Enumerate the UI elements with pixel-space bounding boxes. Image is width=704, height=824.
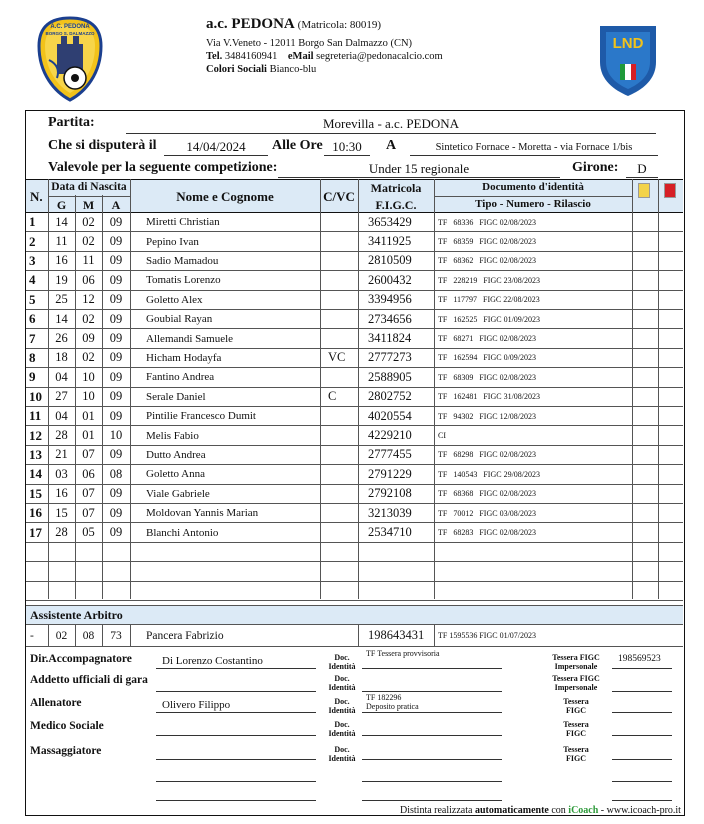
col-figc: F.I.G.C.: [375, 198, 417, 212]
player-dob-g: 25: [55, 292, 68, 307]
club-contacts: [206, 50, 443, 64]
player-number: 13: [29, 446, 42, 462]
player-row: [26, 523, 683, 542]
dir-doc-label: Doc. Identità: [328, 653, 356, 671]
player-row: [26, 426, 683, 445]
player-dob-a: 09: [109, 447, 123, 462]
player-name: Goubial Rayan: [146, 313, 213, 326]
competition-value: Under 15 regionale: [368, 161, 470, 176]
player-dob-a: 09: [109, 234, 123, 249]
player-name: Miretti Christian: [146, 216, 220, 229]
player-document: TF 68362 FIGC 02/08/2023: [438, 256, 537, 266]
player-matricola: 4229210: [368, 428, 412, 443]
player-row: [26, 368, 683, 387]
yellow-card-icon: [638, 183, 650, 198]
player-number: 1: [29, 214, 36, 230]
lnd-logo-text: LND: [612, 35, 644, 52]
player-dob-m: 06: [82, 272, 95, 287]
col-g: G: [56, 198, 67, 212]
player-dob-m: 09: [82, 331, 95, 346]
player-name: Dutto Andrea: [146, 448, 206, 461]
tel-value: 3484160941: [224, 51, 278, 62]
girone-label: Girone:: [572, 160, 619, 175]
col-doc-sub: Tipo - Numero - Rilascio: [475, 198, 591, 210]
player-name: Tomatis Lorenzo: [146, 274, 221, 287]
player-matricola: 2600432: [368, 272, 412, 287]
player-dob-g: 16: [55, 253, 68, 268]
ore-label: Alle Ore: [272, 138, 323, 153]
player-name: Moldovan Yannis Marian: [146, 507, 259, 520]
player-dob-g: 28: [55, 428, 68, 443]
partita-label: Partita:: [48, 115, 95, 130]
player-dob-g: 14: [55, 214, 68, 229]
player-document: TF 68336 FIGC 02/08/2023: [438, 217, 537, 227]
player-dob-m: 10: [82, 389, 95, 404]
player-matricola: 4020554: [368, 408, 412, 423]
player-number: 15: [29, 485, 42, 501]
player-dob-m: 11: [82, 253, 95, 268]
red-card-icon: [664, 183, 676, 198]
distinta-form: [25, 110, 685, 816]
player-dob-g: 11: [55, 234, 68, 249]
player-dob-m: 07: [82, 505, 95, 520]
player-number: 11: [29, 408, 42, 424]
player-document: TF 162481 FIGC 31/08/2023: [438, 392, 541, 402]
player-dob-m: 02: [82, 311, 95, 326]
player-number: 10: [29, 388, 42, 404]
assistant-a: 73: [110, 629, 122, 642]
pedona-logo-text-bottom: BORGO S. DALMAZZO: [45, 31, 95, 36]
colors-label: Colori Sociali: [206, 64, 267, 75]
player-row: [26, 485, 683, 504]
player-dob-m: 10: [82, 369, 95, 384]
player-dob-a: 10: [109, 428, 123, 443]
player-number: 4: [29, 272, 36, 288]
player-document: TF 162594 FIGC 0/09/2023: [438, 353, 537, 363]
allenatore-doc-value-1: TF 182296: [366, 693, 402, 702]
player-dob-m: 02: [82, 234, 95, 249]
player-row: [26, 446, 683, 465]
player-row: [26, 252, 683, 271]
player-dob-m: 07: [82, 486, 95, 501]
player-matricola: 3394956: [368, 292, 412, 307]
player-matricola: 2534710: [368, 525, 412, 540]
player-dob-m: 02: [82, 350, 95, 365]
player-dob-g: 18: [55, 350, 68, 365]
girone-value: D: [637, 161, 647, 176]
empty-row: [26, 562, 683, 581]
tel-label: Tel.: [206, 51, 223, 62]
player-row: [26, 407, 683, 426]
allenatore-doc-value-2: Deposito pratica: [366, 702, 419, 711]
assistant-doc: TF 1595536 FIGC 01/07/2023: [438, 631, 537, 640]
medico-label: Medico Sociale: [30, 720, 104, 732]
player-dob-a: 09: [109, 350, 123, 365]
players-table-header: [26, 179, 683, 213]
player-dob-a: 09: [109, 253, 123, 268]
club-name: a.c. PEDONA: [206, 16, 294, 32]
player-matricola: 2792108: [368, 486, 412, 501]
player-cvc: C: [328, 389, 337, 404]
player-dob-g: 04: [55, 408, 68, 423]
massaggiatore-tessera-label: Tessera FIGC: [563, 745, 589, 763]
player-dob-g: 14: [55, 311, 68, 326]
player-dob-g: 26: [55, 331, 68, 346]
player-document: TF 94302 FIGC 12/08/2023: [438, 411, 537, 421]
dir-doc-value: TF Tessera provvisoria: [366, 649, 440, 658]
player-row: [26, 388, 683, 407]
player-row: [26, 465, 683, 484]
col-a: A: [111, 198, 121, 212]
player-dob-g: 27: [55, 389, 68, 404]
player-dob-g: 03: [55, 466, 68, 481]
col-doc: Documento d'identità: [482, 181, 584, 193]
col-dob: Data di Nascita: [51, 181, 127, 193]
player-row: [26, 213, 683, 232]
player-dob-a: 09: [109, 331, 123, 346]
player-dob-a: 09: [109, 408, 123, 423]
player-row: [26, 291, 683, 310]
player-dob-m: 06: [82, 466, 95, 481]
partita-value: Morevilla - a.c. PEDONA: [322, 116, 460, 131]
col-name: Nome e Cognome: [176, 189, 274, 204]
assistant-matricola: 198643431: [368, 628, 425, 642]
player-row: [26, 232, 683, 251]
empty-row: [26, 582, 683, 601]
player-row: [26, 504, 683, 523]
massaggiatore-doc-label: Doc. Identità: [328, 745, 356, 763]
allenatore-name: Olivero Filippo: [162, 699, 231, 711]
club-matricola: (Matricola: 80019): [297, 19, 382, 31]
player-dob-m: 01: [82, 428, 95, 443]
player-matricola: 3411824: [368, 331, 412, 346]
club-title: [206, 16, 381, 33]
player-number: 17: [29, 524, 42, 540]
player-row: [26, 329, 683, 348]
player-dob-g: 16: [55, 486, 68, 501]
player-number: 12: [29, 427, 42, 443]
allenatore-tessera-label: Tessera FIGC: [563, 697, 589, 715]
assistant-row: [26, 625, 683, 647]
player-dob-m: 02: [82, 214, 95, 229]
player-name: Fantino Andrea: [146, 371, 215, 384]
player-number: 9: [29, 369, 36, 385]
player-row: [26, 310, 683, 329]
player-dob-a: 08: [109, 466, 123, 481]
player-matricola: 2777455: [368, 447, 412, 462]
dir-tessera-value: 198569523: [618, 654, 661, 664]
player-dob-a: 09: [109, 486, 123, 501]
col-cvc: C/VC: [323, 189, 355, 204]
player-dob-a: 09: [109, 505, 123, 520]
player-dob-a: 09: [109, 311, 123, 326]
match-time: 10:30: [332, 139, 362, 154]
player-name: Sadio Mamadou: [146, 254, 219, 267]
empty-row: [26, 543, 683, 562]
assistant-n: -: [30, 629, 34, 642]
addetto-label: Addetto ufficiali di gara: [30, 674, 148, 686]
player-dob-a: 09: [109, 369, 123, 384]
player-document: TF 68368 FIGC 02/08/2023: [438, 489, 537, 499]
player-number: 2: [29, 233, 36, 249]
player-matricola: 2588905: [368, 369, 412, 384]
player-matricola: 2802752: [368, 389, 412, 404]
player-name: Hicham Hodayfa: [146, 351, 222, 364]
email-label: eMail: [287, 51, 314, 62]
player-document: TF 68359 FIGC 02/08/2023: [438, 237, 537, 247]
match-date: 14/04/2024: [186, 139, 246, 154]
player-name: Melis Fabio: [146, 429, 199, 442]
medico-doc-label: Doc. Identità: [328, 720, 356, 738]
player-name: Viale Gabriele: [146, 487, 210, 500]
player-number: 3: [29, 252, 36, 268]
player-matricola: 2810509: [368, 253, 412, 268]
player-dob-m: 07: [82, 447, 95, 462]
player-name: Blanchi Antonio: [146, 526, 219, 539]
player-number: 7: [29, 330, 36, 346]
assistant-m: 08: [82, 629, 95, 642]
lnd-logo: [594, 22, 662, 98]
allenatore-label: Allenatore: [30, 697, 82, 709]
email-value: segreteria@pedonacalcio.com: [316, 51, 443, 62]
player-number: 6: [29, 311, 36, 327]
assistente-section: Assistente Arbitro: [26, 605, 683, 625]
assistant-name: Pancera Fabrizio: [146, 629, 224, 642]
player-dob-g: 15: [55, 505, 68, 520]
player-dob-a: 09: [109, 214, 123, 229]
player-matricola: 2777273: [368, 350, 412, 365]
match-venue: Sintetico Fornace - Moretta - via Fornace 1/bis: [435, 142, 633, 153]
player-dob-a: 09: [109, 525, 123, 540]
club-address: Via V.Veneto - 12011 Borgo San Dalmazzo (CN): [206, 38, 413, 49]
player-document: TF 68309 FIGC 02/08/2023: [438, 372, 537, 382]
player-document: TF 117797 FIGC 22/08/2023: [438, 295, 540, 305]
player-name: Allemandi Samuele: [146, 332, 234, 345]
assistant-g: 02: [55, 629, 68, 642]
player-matricola: 3213039: [368, 505, 412, 520]
medico-tessera-label: Tessera FIGC: [563, 720, 589, 738]
player-matricola: 3411925: [368, 234, 412, 249]
player-dob-a: 09: [109, 292, 123, 307]
dir-accompagnatore-name: Di Lorenzo Costantino: [162, 655, 263, 667]
disputera-label: Che si disputerà il: [48, 138, 157, 153]
player-cvc: VC: [328, 350, 346, 365]
player-dob-m: 05: [82, 525, 95, 540]
player-number: 14: [29, 466, 42, 482]
player-name: Goletto Alex: [146, 293, 203, 306]
player-name: Serale Daniel: [146, 390, 206, 403]
player-dob-g: 28: [55, 525, 68, 540]
player-matricola: 2791229: [368, 466, 412, 481]
player-name: Pepino Ivan: [146, 235, 199, 248]
pedona-logo-text-top: A.C. PEDONA: [50, 24, 90, 30]
player-dob-g: 19: [55, 272, 68, 287]
player-matricola: 2734656: [368, 311, 412, 326]
dir-accompagnatore-label: Dir.Accompagnatore: [30, 653, 132, 665]
player-document: TF 68271 FIGC 02/08/2023: [438, 334, 537, 344]
footer-credit: Distinta realizzata automaticamente con iCoach - www.icoach-pro.it: [400, 805, 681, 816]
player-number: 16: [29, 505, 42, 521]
player-matricola: 3653429: [368, 214, 412, 229]
addetto-tessera-label: Tessera FIGC Impersonale: [552, 674, 600, 692]
player-row: [26, 271, 683, 290]
massaggiatore-label: Massaggiatore: [30, 745, 102, 757]
player-dob-a: 09: [109, 389, 123, 404]
col-n: N.: [30, 189, 43, 204]
player-dob-m: 01: [82, 408, 95, 423]
player-dob-a: 09: [109, 272, 123, 287]
venue-a-label: A: [386, 138, 397, 153]
player-dob-m: 12: [82, 292, 95, 307]
addetto-doc-label: Doc. Identità: [328, 674, 356, 692]
player-document: TF 68298 FIGC 02/08/2023: [438, 450, 537, 460]
player-document: TF 68283 FIGC 02/08/2023: [438, 528, 537, 538]
club-colors: [206, 63, 316, 77]
col-matricola: Matricola: [370, 181, 422, 195]
icoach-brand: iCoach: [568, 805, 599, 816]
valevole-label: Valevole per la seguente competizione:: [48, 160, 278, 175]
player-row: [26, 349, 683, 368]
player-document: CI: [438, 431, 446, 441]
dir-tessera-label: Tessera FIGC Impersonale: [552, 653, 600, 671]
player-document: TF 162525 FIGC 01/09/2023: [438, 314, 541, 324]
player-number: 5: [29, 291, 36, 307]
player-document: TF 228219 FIGC 23/08/2023: [438, 275, 541, 285]
player-document: TF 70012 FIGC 03/08/2023: [438, 508, 537, 518]
col-m: M: [82, 198, 95, 212]
colors-value: Bianco-blu: [269, 64, 317, 75]
player-dob-g: 21: [55, 447, 68, 462]
player-dob-g: 04: [55, 369, 68, 384]
allenatore-doc-label: Doc. Identità: [328, 697, 356, 715]
player-number: 8: [29, 349, 36, 365]
player-name: Goletto Anna: [146, 468, 205, 481]
player-name: Pintilie Francesco Dumit: [146, 410, 256, 423]
player-document: TF 140543 FIGC 29/08/2023: [438, 469, 541, 479]
